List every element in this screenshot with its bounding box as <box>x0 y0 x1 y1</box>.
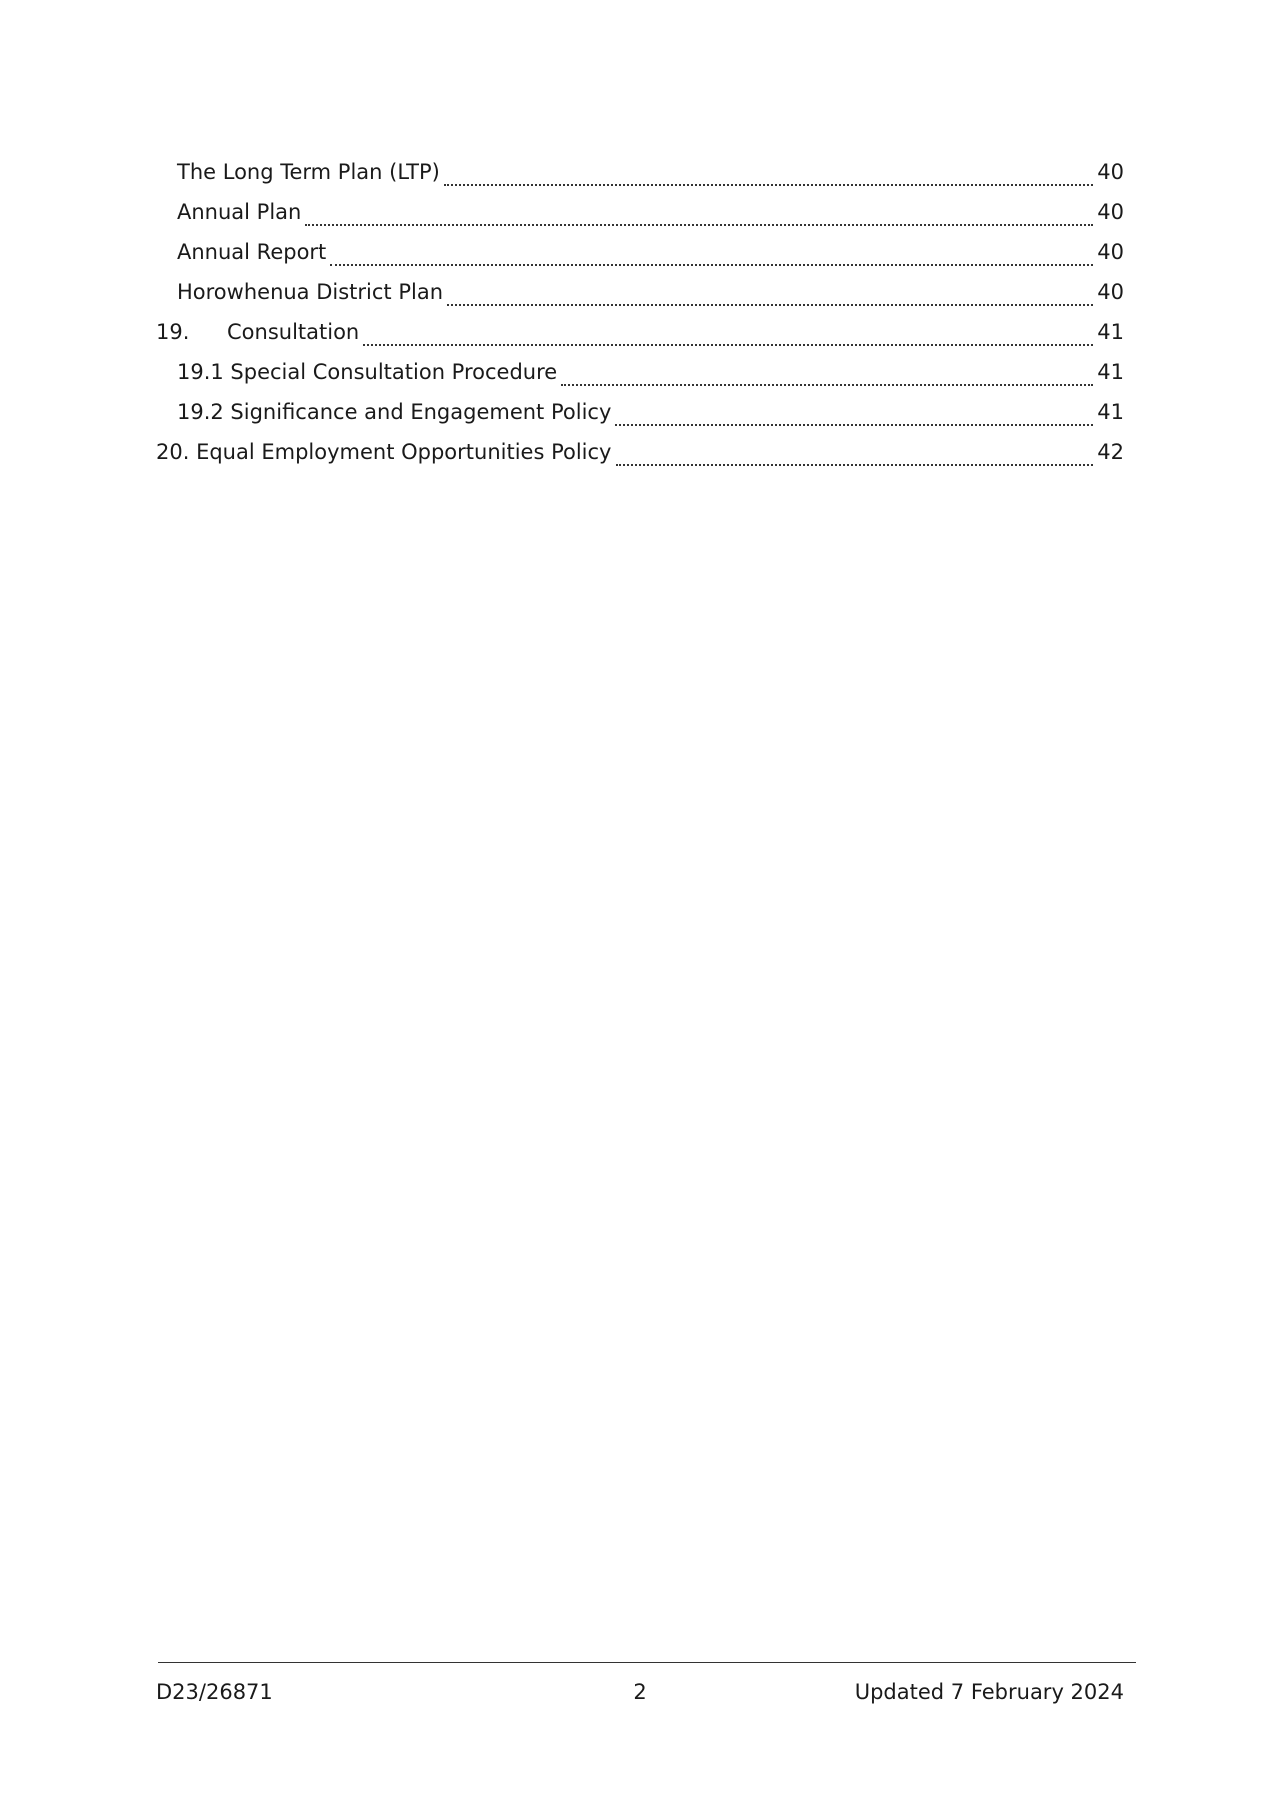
toc-dot-leader <box>615 424 1093 426</box>
footer-divider <box>158 1662 1136 1663</box>
toc-entry-district-plan[interactable] <box>156 272 1124 312</box>
toc-entry-equal-employment[interactable] <box>156 432 1124 472</box>
toc-dot-leader <box>330 264 1093 266</box>
toc-entry-consultation[interactable] <box>156 312 1124 352</box>
toc-entry-special-consultation[interactable] <box>156 352 1124 392</box>
footer-document-id: D23/26871 <box>156 1680 273 1704</box>
toc-entry-label: 19.1 Special Consultation Procedure <box>177 360 558 384</box>
toc-entry-label: Horowhenua District Plan <box>177 280 444 304</box>
toc-dot-leader <box>444 184 1093 186</box>
toc-entry-number: 19. <box>156 320 190 344</box>
toc-entry-annual-plan[interactable] <box>156 192 1124 232</box>
toc-entry-page: 42 <box>1097 440 1124 464</box>
toc-dot-leader <box>616 464 1094 466</box>
page-footer <box>156 1676 1124 1708</box>
toc-entry-page: 40 <box>1097 240 1124 264</box>
toc-dot-leader <box>363 344 1093 346</box>
toc-entry-annual-report[interactable] <box>156 232 1124 272</box>
toc-entry-page: 40 <box>1097 200 1124 224</box>
toc-entry-page: 41 <box>1097 320 1124 344</box>
footer-updated-date: Updated 7 February 2024 <box>854 1680 1124 1704</box>
toc-entry-label: 20. Equal Employment Opportunities Policy <box>156 440 612 464</box>
toc-entry-label: Annual Plan <box>177 200 302 224</box>
toc-entry-page: 40 <box>1097 280 1124 304</box>
toc-dot-leader <box>305 224 1093 226</box>
toc-entry-label: Annual Report <box>177 240 327 264</box>
toc-entry-page: 41 <box>1097 360 1124 384</box>
toc-entry-label: Consultation <box>227 320 360 344</box>
toc-dot-leader <box>447 304 1093 306</box>
toc-entry-page: 40 <box>1097 160 1124 184</box>
toc-entry-long-term-plan[interactable] <box>156 152 1124 192</box>
table-of-contents <box>156 152 1124 472</box>
toc-entry-significance-policy[interactable] <box>156 392 1124 432</box>
toc-entry-page: 41 <box>1097 400 1124 424</box>
footer-page-number: 2 <box>633 1680 647 1704</box>
toc-entry-label: 19.2 Significance and Engagement Policy <box>177 400 612 424</box>
toc-entry-label: The Long Term Plan (LTP) <box>177 160 440 184</box>
toc-dot-leader <box>561 384 1093 386</box>
